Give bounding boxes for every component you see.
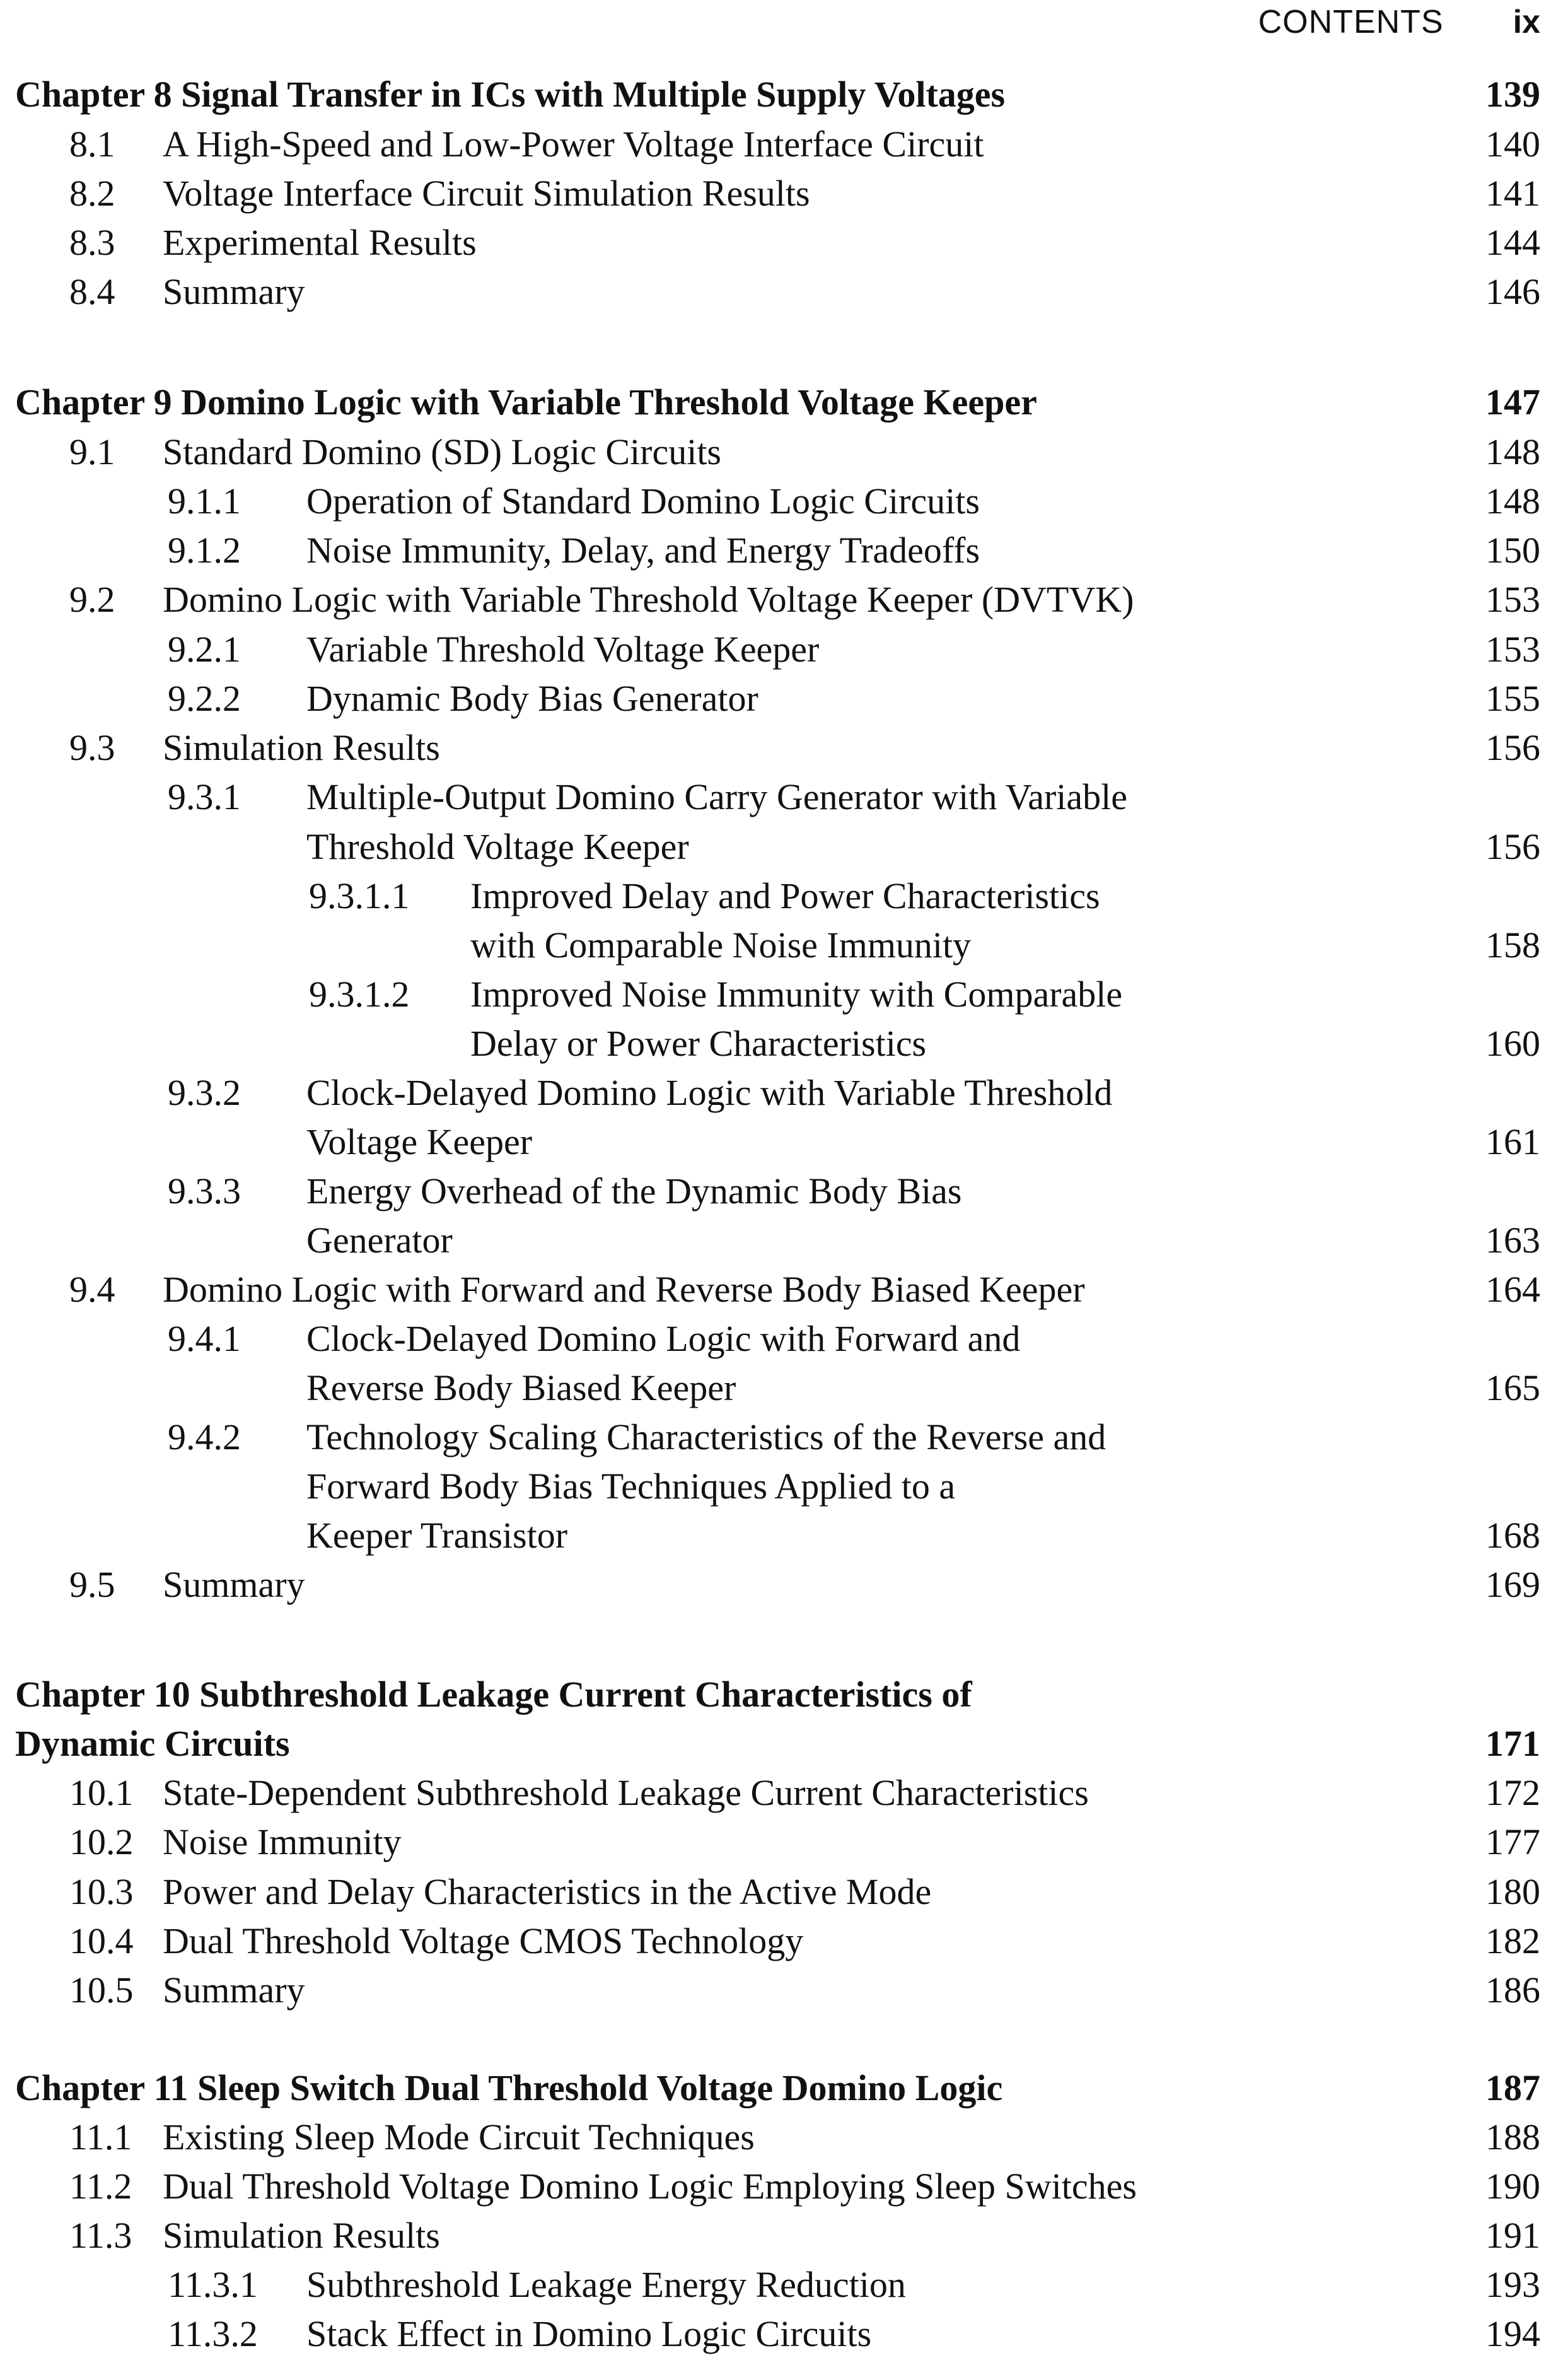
- page-reference: 155: [1485, 678, 1540, 719]
- page-reference: 191: [1485, 2215, 1540, 2256]
- chapter-title: Chapter 10 Subthreshold Leakage Current Characteristics of: [15, 1674, 972, 1715]
- section-title: Stack Effect in Domino Logic Circuits: [306, 2313, 872, 2354]
- page-reference: 147: [1485, 382, 1540, 423]
- toc-section-entry: [0, 625, 1568, 674]
- section-title: Variable Threshold Voltage Keeper: [306, 629, 820, 670]
- section-title: Dual Threshold Voltage CMOS Technology: [163, 1920, 804, 1961]
- section-title: Summary: [163, 1970, 305, 2011]
- page-number: ix: [1513, 4, 1540, 40]
- section-number: 11.3: [69, 2215, 132, 2256]
- page-reference: 168: [1485, 1515, 1540, 1556]
- section-title: A High-Speed and Low-Power Voltage Interface Circuit: [163, 124, 984, 165]
- section-title: Improved Noise Immunity with Comparable: [470, 974, 1123, 1015]
- page-reference: 153: [1485, 629, 1540, 670]
- toc-section-entry: [0, 970, 1568, 1019]
- section-number: 11.2: [69, 2166, 132, 2207]
- section-title: Voltage Interface Circuit Simulation Results: [163, 173, 810, 214]
- page-reference: 158: [1485, 925, 1540, 966]
- toc-section-entry: [0, 1966, 1568, 2015]
- section-number: 11.3.1: [168, 2264, 258, 2305]
- section-number: 9.4: [69, 1269, 115, 1310]
- section-title: Subthreshold Leakage Energy Reduction: [306, 2264, 906, 2305]
- toc-section-entry: [0, 1216, 1568, 1265]
- toc-section-entry: [0, 1265, 1568, 1314]
- toc-section-entry: [0, 267, 1568, 317]
- toc-section-entry: [0, 120, 1568, 169]
- page-reference: 148: [1485, 481, 1540, 522]
- section-number: 9.3.1.1: [309, 875, 410, 916]
- page-reference: 148: [1485, 431, 1540, 472]
- chapter-title: Chapter 11 Sleep Switch Dual Threshold Voltage Domino Logic: [15, 2067, 1003, 2108]
- toc-section-entry: [0, 169, 1568, 218]
- toc-section-entry: [0, 2162, 1568, 2211]
- section-title: Domino Logic with Forward and Reverse Body Biased Keeper: [163, 1269, 1085, 1310]
- page-reference: 180: [1485, 1871, 1540, 1912]
- section-title: State-Dependent Subthreshold Leakage Current Characteristics: [163, 1772, 1089, 1813]
- page-reference: 141: [1485, 173, 1540, 214]
- toc-section-entry: [0, 1413, 1568, 1462]
- section-title: Summary: [163, 1564, 305, 1605]
- section-number: 10.1: [69, 1772, 134, 1813]
- toc-section-entry: [0, 477, 1568, 526]
- page-reference: 177: [1485, 1821, 1540, 1862]
- section-number: 9.1.1: [168, 481, 241, 522]
- section-title: Multiple-Output Domino Carry Generator with Variable: [306, 776, 1128, 817]
- section-number: 9.3.2: [168, 1072, 241, 1113]
- toc-section-entry: [0, 674, 1568, 723]
- toc-section-entry: [0, 1462, 1568, 1511]
- section-title: Technology Scaling Characteristics of the Reverse and: [306, 1416, 1106, 1457]
- page-reference: 188: [1485, 2117, 1540, 2158]
- section-number: 9.4.1: [168, 1318, 241, 1359]
- page-reference: 187: [1485, 2067, 1540, 2108]
- section-number: 9.4.2: [168, 1416, 241, 1457]
- section-title: Energy Overhead of the Dynamic Body Bias: [306, 1171, 962, 1212]
- toc-section-entry: [0, 723, 1568, 773]
- section-title: Delay or Power Characteristics: [470, 1023, 927, 1064]
- section-title: Simulation Results: [163, 2215, 440, 2256]
- toc-chapter-entry: [0, 70, 1568, 119]
- section-title: Experimental Results: [163, 222, 477, 263]
- page-reference: 194: [1485, 2313, 1540, 2354]
- section-title: Clock-Delayed Domino Logic with Forward and: [306, 1318, 1021, 1359]
- section-number: 8.1: [69, 124, 115, 165]
- toc-section-entry: [0, 218, 1568, 267]
- toc-section-entry: [0, 1118, 1568, 1167]
- section-title: Forward Body Bias Techniques Applied to a: [306, 1466, 956, 1507]
- section-number: 10.4: [69, 1920, 134, 1961]
- toc-section-entry: [0, 2211, 1568, 2260]
- page-reference: 160: [1485, 1023, 1540, 1064]
- toc-chapter-entry: [0, 1719, 1568, 1768]
- section-title: Reverse Body Biased Keeper: [306, 1367, 736, 1408]
- page-reference: 190: [1485, 2166, 1540, 2207]
- section-title: Power and Delay Characteristics in the Active Mode: [163, 1871, 932, 1912]
- section-number: 8.2: [69, 173, 115, 214]
- section-number: 9.1.2: [168, 530, 241, 571]
- section-title: Simulation Results: [163, 727, 440, 768]
- page-reference: 182: [1485, 1920, 1540, 1961]
- page-reference: 139: [1485, 74, 1540, 115]
- section-title: Noise Immunity: [163, 1821, 402, 1862]
- section-number: 9.1: [69, 431, 115, 472]
- toc-section-entry: [0, 773, 1568, 822]
- toc-chapter-entry: [0, 2064, 1568, 2113]
- section-title: Summary: [163, 271, 305, 312]
- section-title: Dual Threshold Voltage Domino Logic Employing Sleep Switches: [163, 2166, 1137, 2207]
- section-title: with Comparable Noise Immunity: [470, 925, 972, 966]
- toc-chapter-entry: [0, 1670, 1568, 1719]
- page-reference: 165: [1485, 1367, 1540, 1408]
- toc-section-entry: [0, 872, 1568, 921]
- toc-section-entry: [0, 1768, 1568, 1818]
- page-reference: 172: [1485, 1772, 1540, 1813]
- section-number: 11.3.2: [168, 2313, 258, 2354]
- section-number: 11.1: [69, 2117, 132, 2158]
- section-number: 9.2.1: [168, 629, 241, 670]
- section-number: 9.3: [69, 727, 115, 768]
- page-reference: 150: [1485, 530, 1540, 571]
- page-reference: 146: [1485, 271, 1540, 312]
- toc-section-entry: [0, 1364, 1568, 1413]
- page-reference: 153: [1485, 579, 1540, 620]
- section-title: Existing Sleep Mode Circuit Techniques: [163, 2117, 755, 2158]
- section-title: Standard Domino (SD) Logic Circuits: [163, 431, 722, 472]
- toc-section-entry: [0, 2113, 1568, 2162]
- section-number: 9.3.1.2: [309, 974, 410, 1015]
- toc-section-entry: [0, 921, 1568, 970]
- section-number: 9.2.2: [168, 678, 241, 719]
- section-number: 9.5: [69, 1564, 115, 1605]
- toc-section-entry: [0, 1314, 1568, 1364]
- toc-section-entry: [0, 1818, 1568, 1867]
- section-title: Voltage Keeper: [306, 1121, 533, 1162]
- toc-section-entry: [0, 1167, 1568, 1216]
- section-number: 10.5: [69, 1970, 134, 2011]
- page-reference: 171: [1485, 1723, 1540, 1764]
- page-reference: 161: [1485, 1121, 1540, 1162]
- section-title: Operation of Standard Domino Logic Circuits: [306, 481, 980, 522]
- chapter-title: Chapter 9 Domino Logic with Variable Threshold Voltage Keeper: [15, 382, 1037, 423]
- page-reference: 140: [1485, 124, 1540, 165]
- chapter-title: Dynamic Circuits: [15, 1723, 290, 1764]
- toc-section-entry: [0, 1019, 1568, 1068]
- section-number: 10.2: [69, 1821, 134, 1862]
- section-number: 9.3.1: [168, 776, 241, 817]
- running-title: CONTENTS: [1258, 4, 1444, 40]
- section-title: Keeper Transistor: [306, 1515, 568, 1556]
- section-number: 9.3.3: [168, 1171, 241, 1212]
- toc-section-entry: [0, 1867, 1568, 1917]
- section-number: 9.2: [69, 579, 115, 620]
- toc-section-entry: [0, 2310, 1568, 2359]
- page-reference: 156: [1485, 727, 1540, 768]
- toc-section-entry: [0, 1068, 1568, 1118]
- section-title: Generator: [306, 1220, 453, 1261]
- page-reference: 156: [1485, 826, 1540, 867]
- toc-section-entry: [0, 822, 1568, 872]
- page-reference: 186: [1485, 1970, 1540, 2011]
- page-reference: 193: [1485, 2264, 1540, 2305]
- section-number: 8.3: [69, 222, 115, 263]
- section-title: Noise Immunity, Delay, and Energy Tradeoffs: [306, 530, 980, 571]
- chapter-title: Chapter 8 Signal Transfer in ICs with Multiple Supply Voltages: [15, 74, 1006, 115]
- page-reference: 144: [1485, 222, 1540, 263]
- toc-section-entry: [0, 1511, 1568, 1560]
- section-number: 10.3: [69, 1871, 134, 1912]
- page-reference: 164: [1485, 1269, 1540, 1310]
- page-reference: 169: [1485, 1564, 1540, 1605]
- page-reference: 163: [1485, 1220, 1540, 1261]
- toc-chapter-entry: [0, 378, 1568, 427]
- toc-section-entry: [0, 575, 1568, 624]
- section-title: Domino Logic with Variable Threshold Voltage Keeper (DVTVK): [163, 579, 1134, 620]
- toc-section-entry: [0, 2260, 1568, 2310]
- section-title: Improved Delay and Power Characteristics: [470, 875, 1100, 916]
- section-title: Dynamic Body Bias Generator: [306, 678, 758, 719]
- section-title: Clock-Delayed Domino Logic with Variable Threshold: [306, 1072, 1113, 1113]
- toc-section-entry: [0, 526, 1568, 575]
- section-number: 8.4: [69, 271, 115, 312]
- toc-section-entry: [0, 428, 1568, 477]
- toc-section-entry: [0, 1917, 1568, 1966]
- section-title: Threshold Voltage Keeper: [306, 826, 689, 867]
- toc-section-entry: [0, 1560, 1568, 1609]
